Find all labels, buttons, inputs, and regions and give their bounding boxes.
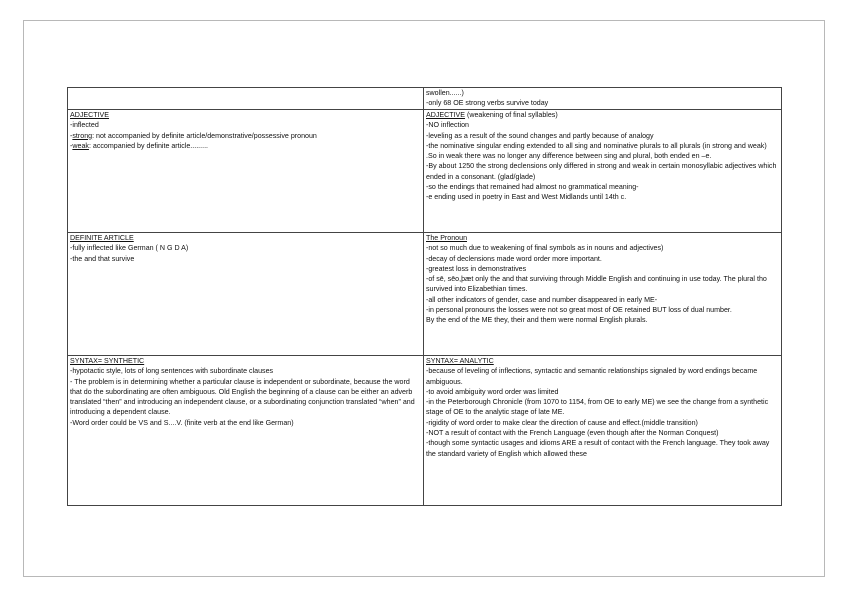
right-cell-pronoun bbox=[424, 233, 782, 356]
table-row bbox=[68, 110, 782, 233]
cell-line: - The problem is in determining whether a particular clause is independent or subordinate, because the word that do the subordinating are often ambiguous. Old English the beginning of a clause can be either an adverb translated “then” and introducing an independent clause, or a subordinating conjunction translated “when” and introducing a dependent clause. bbox=[70, 377, 415, 417]
right-cell-adjective-me bbox=[424, 110, 782, 233]
cell-line: -in personal pronouns the losses were not so great most of OE retained BUT loss of dual number. bbox=[426, 306, 732, 315]
cell-line: -in the Peterborough Chronicle (from 1070 to 1154, from OE to early ME) we see the change from a synthetic stage of OE to the analytic stage of late ME. bbox=[426, 398, 769, 417]
cell-line: -leveling as a result of the sound changes and partly because of analogy bbox=[426, 131, 654, 140]
left-cell-definite-article bbox=[68, 233, 424, 356]
right-cell-syntax-analytic bbox=[424, 356, 782, 506]
strong-definition: -strong: not accompanied by definite article/demonstrative/possessive pronoun bbox=[70, 131, 317, 140]
cell-line: -of sē, sēo,þæt only the and that surviving through Middle English and continuing in use today. The plural tho survived into Elizabethian times. bbox=[426, 275, 767, 294]
cell-line: -only 68 OE strong verbs survive today bbox=[426, 99, 549, 108]
cell-line: By the end of the ME they, their and them were normal English plurals. bbox=[426, 316, 648, 325]
cell-line: -the and that survive bbox=[70, 254, 135, 263]
cell-line: -the nominative singular ending extended to all sing and nominative plurals to all plurals (in strong and weak) .So in weak there was no longer any difference between sing and plural, both ended en –e. bbox=[426, 141, 767, 161]
cell-line: -inflected bbox=[70, 121, 99, 130]
cell-line: -By about 1250 the strong declensions only differed in strong and weak in certain monosyllabic adjectives which ended in a consonant. (glad/glade) bbox=[426, 162, 777, 181]
right-cell-verbs-continued bbox=[424, 88, 782, 110]
cell-heading: The Pronoun bbox=[426, 234, 468, 242]
table-row bbox=[68, 233, 782, 356]
cell-line: -rigidity of word order to make clear the direction of cause and effect.(middle transition) bbox=[426, 418, 698, 427]
left-cell-adjective-oe bbox=[68, 110, 424, 233]
cell-line: -hypotactic style, lots of long sentences with subordinate clauses bbox=[70, 367, 274, 376]
cell-line: -NOT a result of contact with the French Language (even though after the Norman Conquest) bbox=[426, 429, 719, 438]
comparison-table bbox=[67, 87, 782, 506]
cell-line: -greatest loss in demonstratives bbox=[426, 264, 527, 273]
cell-line: swollen......) bbox=[426, 89, 464, 97]
cell-line: -because of leveling of inflections, syntactic and semantic relationships signaled by word endings became ambiguous. bbox=[426, 367, 758, 386]
cell-heading: ADJECTIVE bbox=[426, 111, 466, 119]
cell-line: -Word order could be VS and S....V. (finite verb at the end like German) bbox=[70, 418, 294, 427]
left-cell-syntax-synthetic bbox=[68, 356, 424, 506]
left-cell-empty bbox=[68, 88, 424, 110]
cell-line: -to avoid ambiguity word order was limited bbox=[426, 387, 559, 396]
table-row bbox=[68, 356, 782, 506]
cell-heading: DEFINITE ARTICLE bbox=[70, 234, 134, 242]
cell-line: -not so much due to weakening of final symbols as in nouns and adjectives) bbox=[426, 244, 664, 253]
cell-line: -all other indicators of gender, case and number disappeared in early ME- bbox=[426, 295, 658, 304]
cell-line: -so the endings that remained had almost no grammatical meaning- bbox=[426, 183, 639, 192]
strong-label: strong bbox=[72, 131, 93, 140]
cell-heading: ADJECTIVE bbox=[70, 111, 110, 119]
cell-line: -NO inflection bbox=[426, 121, 469, 130]
cell-line: -decay of declensions made word order more important. bbox=[426, 254, 602, 263]
cell-line: -e ending used in poetry in East and West Midlands until 14th c. bbox=[426, 193, 627, 202]
table-row bbox=[68, 88, 782, 110]
weak-definition: -weak: accompanied by definite article......... bbox=[70, 141, 209, 150]
cell-line: -fully inflected like German ( N G D A) bbox=[70, 244, 189, 253]
cell-line: -though some syntactic usages and idioms ARE a result of contact with the French language. They took away the standard variety of English which allowed these bbox=[426, 439, 770, 458]
weak-label: weak bbox=[72, 141, 89, 150]
cell-heading: SYNTAX= SYNTHETIC bbox=[70, 357, 145, 365]
cell-heading-line: ADJECTIVE (weakening of final syllables) bbox=[426, 111, 558, 119]
cell-heading: SYNTAX= ANALYTIC bbox=[426, 357, 494, 365]
